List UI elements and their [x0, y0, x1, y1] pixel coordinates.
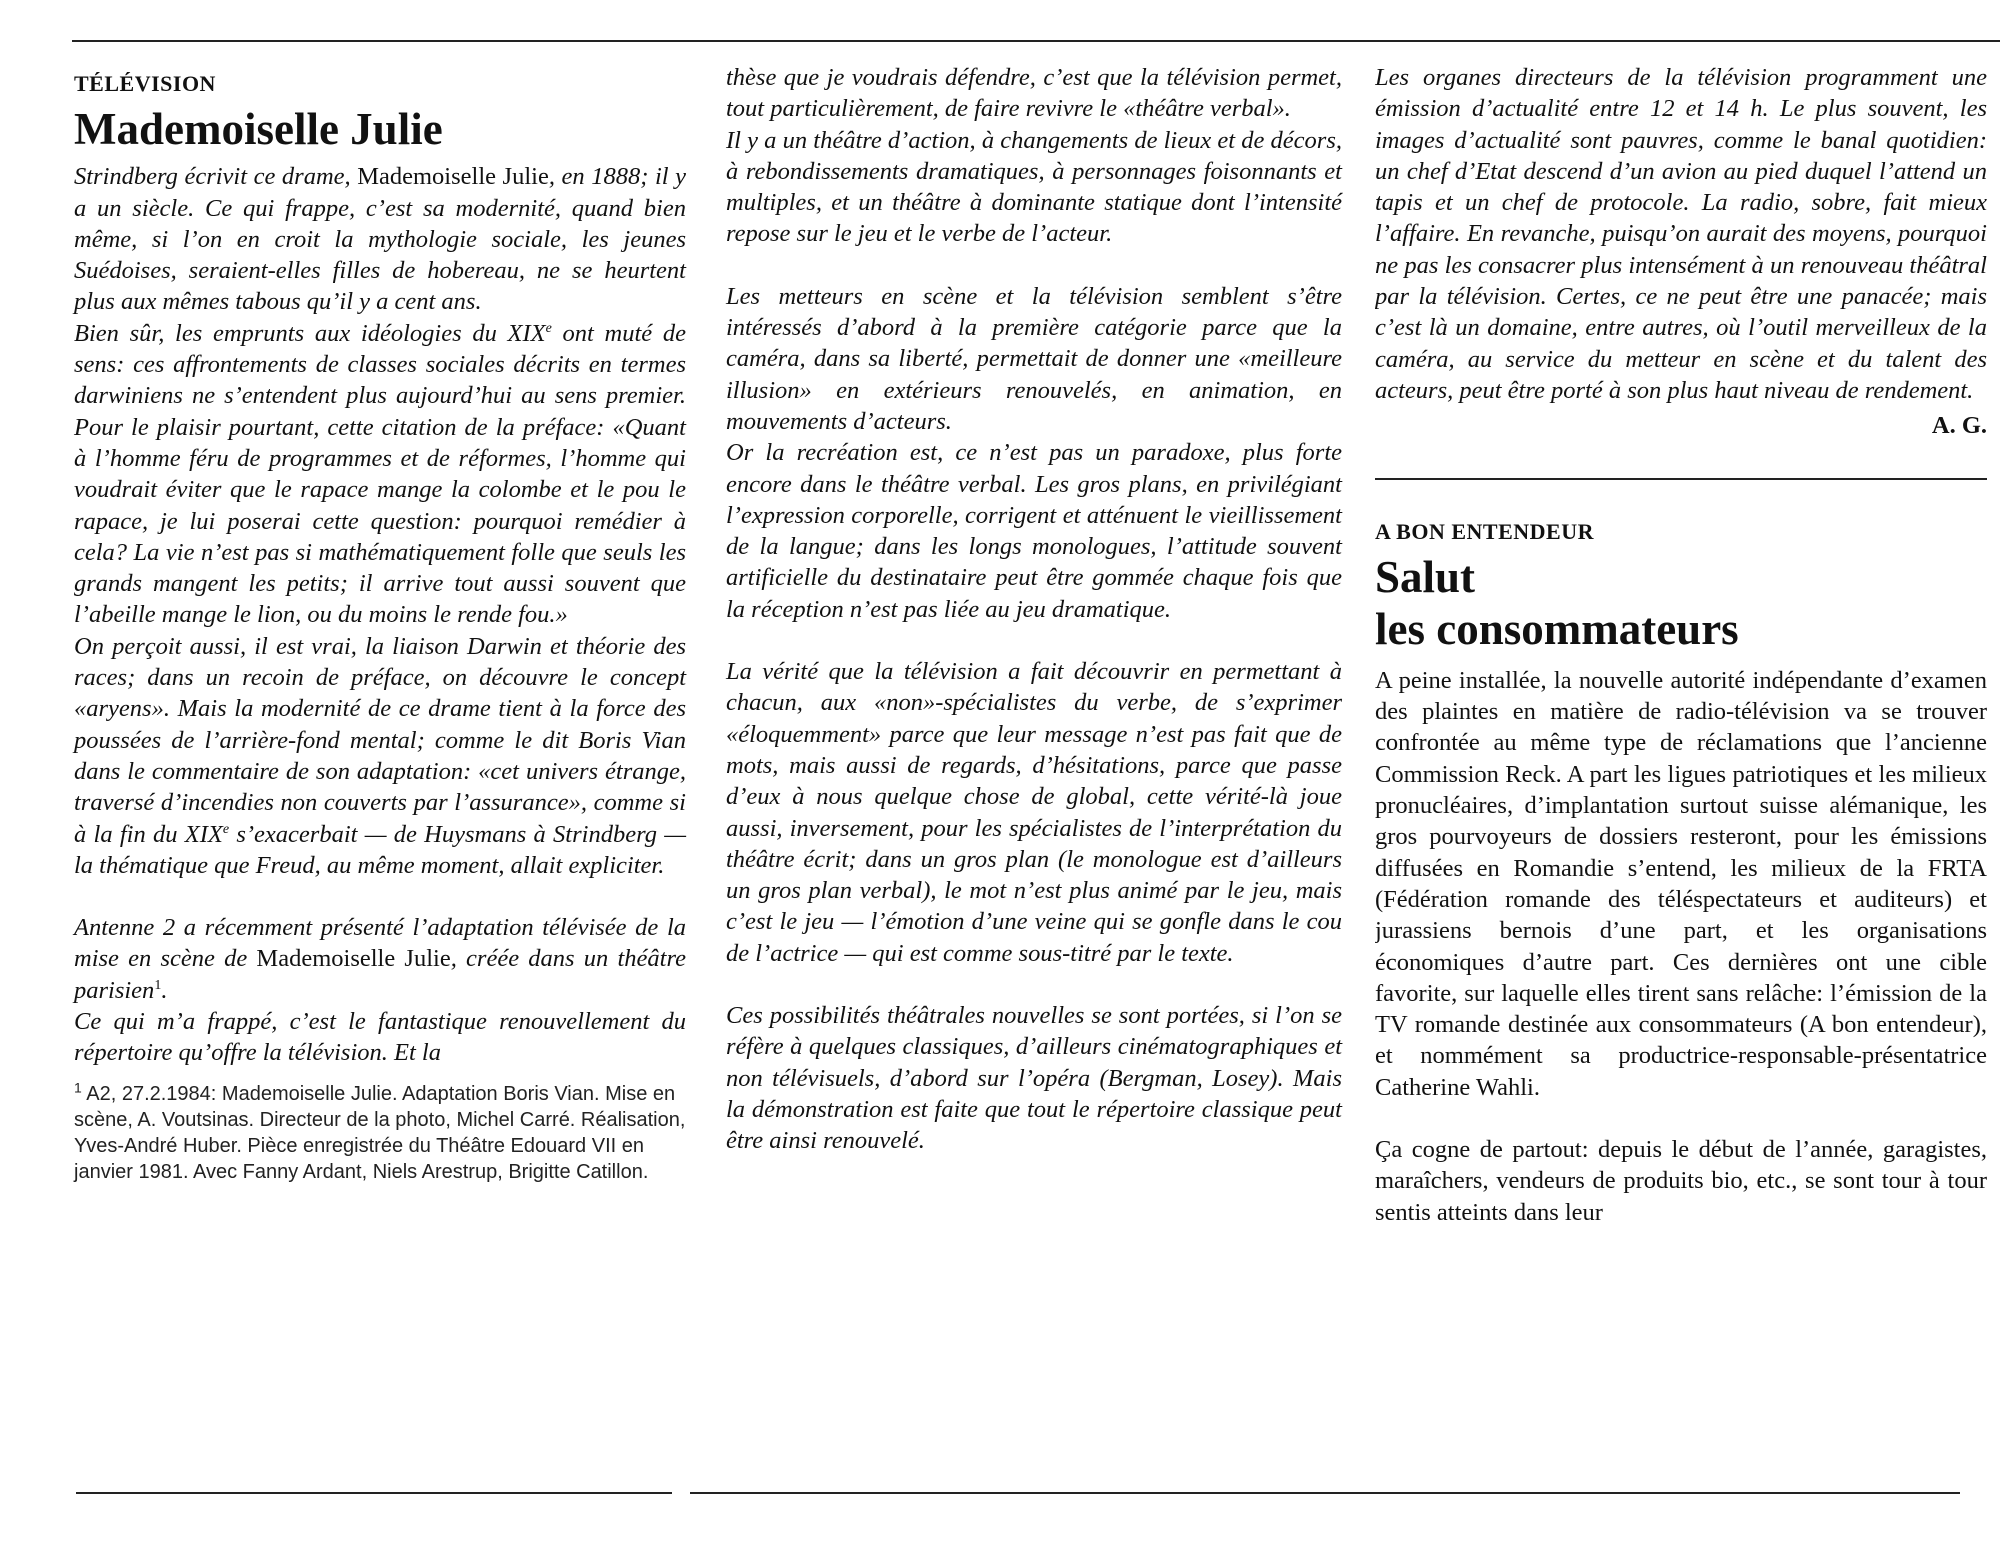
text-run: On perçoit aussi, il est vrai, la liaison Darwin et théorie des races; dans un recoin de préface, on découvre le concept «aryens». Mais la modernité de ce drame tient à la force des poussées de l’arrière-fond mental; comme le dit Boris Vian dans le commentaire de son adaptation: «cet univers étrange, traversé d’incendies non couverts par l’assurance», comme si à la fin du XIX — [74, 632, 686, 848]
text-run: . — [161, 976, 168, 1004]
article1-paragraph-3 — [74, 631, 686, 881]
text-run: , en 1888; il y a un siècle. Ce qui frappe, c’est sa modernité, quand bien même, si l’on en croit la mythologie sociale, les jeunes Suédoises, seraient-elles filles de hobereau, ne se heurtent plus aux mêmes tabous qu’il y a cent ans. — [74, 163, 686, 316]
text-run: s’exacerbait — de Huysmans à Strindberg — la thématique que Freud, au même moment, allait expliciter. — [74, 820, 686, 879]
text-run: , créée dans un théâtre parisien — [74, 945, 686, 1004]
play-title: Mademoiselle Julie — [357, 163, 549, 191]
bottom-rule-left — [76, 1492, 672, 1494]
text-run: ont muté de sens: ces affrontements de classes sociales décrits en termes darwiniens ne s’entendent plus aujourd’hui au sens premier. Pour le plaisir pourtant, cette citation de la préface: «Quant à l’homme féru de programmes et de réformes, l’homme qui voudrait éviter que le rapace mange la colombe et le pou le rapace, je lui poserai cette question: pourquoi remédier à cela? La vie n’est pas si mathématiquement folle que seuls les grands mangent les petits; il arrive tout aussi souvent que l’abeille mange le lion, ou du moins le rende fou.» — [74, 319, 687, 629]
article2-kicker: A BON ENTENDEUR — [1375, 518, 1594, 544]
title-line-1: Salut — [1375, 551, 1476, 602]
article1-paragraph-4 — [74, 912, 686, 1006]
superscript: e — [545, 320, 552, 336]
article1-title: Mademoiselle Julie — [74, 104, 443, 155]
article1-cont-paragraph-3: Les metteurs en scène et la télévision semblent s’être intéressés d’abord à la première catégorie parce que la caméra, dans sa liberté, permettait de donner une «meilleure illusion» en extérieurs renouvelés, en animation, en mouvements d’acteurs. — [726, 282, 1342, 435]
footnote — [74, 1078, 686, 1185]
article2-paragraph-1: A peine installée, la nouvelle autorité indépendante d’examen des plaintes en matière de radio-télévision va se trouver confrontée au même type de réclamations que l’ancienne Commission Reck. A part les ligues patriotiques et les milieux pronucléaires, d’implantation surtout suisse alémanique, les gros pourvoyeurs de dossiers resteront, pour les émissions diffusées en Romandie s’entend, les milieux de la FRTA (Fédération romande des téléspectateurs et auditeurs) et jurassiens bernois d’une part, et les organisations économiques d’autre part. Ces dernières ont une cible favorite, sur laquelle elles tirent sans relâche: l’émission de la TV romande destinée aux consommateurs (A bon entendeur), et nommément sa productrice-responsable-présentatrice Catherine Wahli. — [1375, 666, 1987, 1101]
article1-paragraph-1 — [74, 161, 686, 317]
footnote-text: A2, 27.2.1984: Mademoiselle Julie. Adaptation Boris Vian. Mise en scène, A. Voutsinas. Directeur de la photo, Michel Carré. Réalisation, Yves-André Huber. Pièce enregistrée du Théâtre Edouard VII en janvier 1981. Avec Fanny Ardant, Niels Arestrup, Brigitte Catillon. — [74, 1082, 686, 1183]
article1-cont-paragraph-1: thèse que je voudrais défendre, c’est que la télévision permet, tout particulièrement, de faire revivre le «théâtre verbal». — [726, 64, 1342, 123]
article1-end-paragraph: Les organes directeurs de la télévision programment une émission d’actualité entre 12 et 14 h. Le plus souvent, les images d’actualité sont pauvres, comme le banal quotidien: un chef d’Etat descend d’un avion au pied duquel l’attend un tapis et un chef de protocole. La radio, sobre, fait mieux l’affaire. En revanche, puisqu’on aurait des moyens, pourquoi ne pas les consacrer plus intensément à un renouveau théâtral par la télévision. Certes, ce ne peut être une panacée; mais c’est là un domaine, entre autres, où l’outil merveilleux de la caméra, au service du metteur en scène et du talent des acteurs, peut être porté à son plus haut niveau de rendement. — [1375, 64, 1987, 404]
top-rule — [72, 40, 2000, 42]
column-2 — [726, 62, 1342, 1157]
title-line-2: les consommateurs — [1375, 603, 1739, 654]
footnote-reference: 1 — [154, 977, 162, 993]
article1-kicker: TÉLÉVISION — [74, 71, 216, 96]
article1-cont-paragraph-2: Il y a un théâtre d’action, à changements de lieux et de décors, à rebondissements dramatiques, à personnages foisonnants et multiples, et un théâtre à dominante statique dont l’intensité repose sur le jeu et le verbe de l’acteur. — [726, 126, 1342, 248]
column-3 — [1375, 62, 1987, 1228]
article1-cont-paragraph-6: Ces possibilités théâtrales nouvelles se sont portées, si l’on se réfère à quelques classiques, d’ailleurs cinématographiques et non télévisuels, d’abord sur l’opéra (Bergman, Losey). Mais la démonstration est faite que tout le répertoire classique peut être ainsi renouvelé. — [726, 1002, 1342, 1155]
text-run: Antenne 2 a récemment présenté l’adaptation télévisée de la mise en scène de — [74, 914, 686, 973]
article1-cont-paragraph-5: La vérité que la télévision a fait découvrir en permettant à chacun, aux «non»-spécialistes du verbe, de s’exprimer «éloquemment» parce que leur message n’est pas fait que de mots, mais aussi de regards, d’hésitations, parce que passe d’eux à nous quelque chose de global, cette vérité-là joue aussi, inversement, pour les spécialistes de l’interprétation du théâtre écrit; dans un gros plan (le monologue est d’ailleurs un gros plan verbal), le mot n’est plus animé par le jeu, mais c’est le jeu — l’émotion d’une veine qui se gonfle dans le cou de l’actrice — qui est comme sous-titré par le texte. — [726, 658, 1342, 967]
article1-paragraph-2 — [74, 318, 686, 631]
article1-cont-paragraph-4: Or la recréation est, ce n’est pas un paradoxe, plus forte encore dans le théâtre verbal. Les gros plans, en privilégiant l’expression corporelle, corrigent et atténuent le vieillissement de la langue; dans les longs monologues, l’attitude souvent artificielle du destinataire peut être gommée chaque fois que la réception n’est pas liée au jeu dramatique. — [726, 439, 1342, 623]
article2-paragraph-2: Ça cogne de partout: depuis le début de l’année, garagistes, maraîchers, vendeurs de produits bio, etc., se sont tour à tour sentis atteints dans leur — [1375, 1136, 1987, 1226]
text-run: Strindberg écrivit ce drame, — [74, 163, 358, 191]
superscript: e — [222, 821, 230, 837]
author-signature: A. G. — [1931, 412, 1987, 440]
text-run: Bien sûr, les emprunts aux idéologies du XIX — [74, 319, 546, 347]
article1-paragraph-5: Ce qui m’a frappé, c’est le fantastique renouvellement du répertoire qu’offre la télévision. Et la — [74, 1008, 686, 1067]
play-title: Mademoiselle Julie — [256, 945, 451, 973]
column-1 — [74, 62, 686, 1185]
footnote-mark: 1 — [74, 1078, 82, 1095]
bottom-rule-right — [690, 1492, 1960, 1494]
article2-title — [1375, 551, 1987, 655]
section-divider — [1375, 478, 1987, 480]
